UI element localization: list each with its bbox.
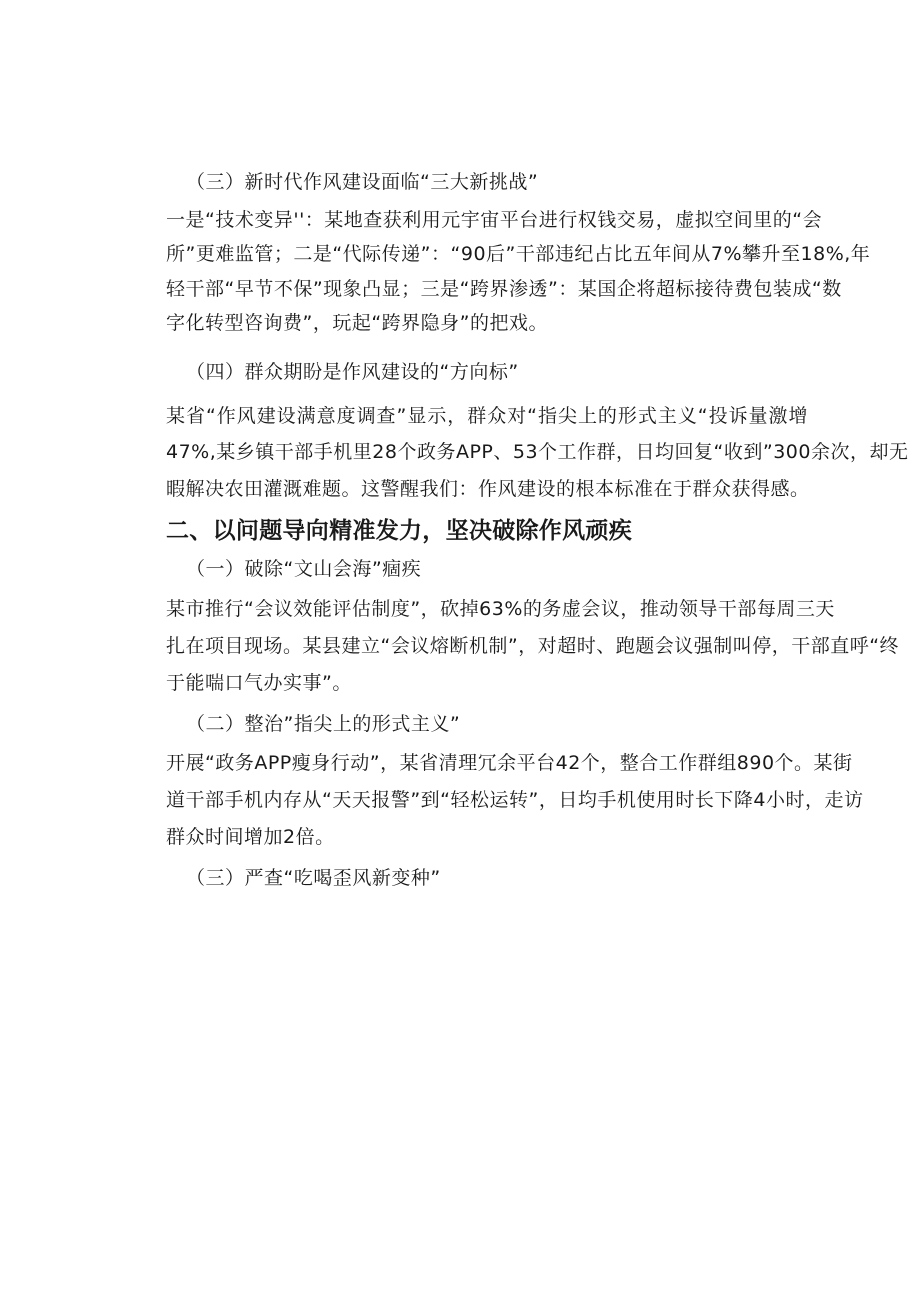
paragraph-line: 所”更难监管；二是“代际传递”：“90后”干部违纪占比五年间从7%攀升至18%,年 <box>166 243 871 265</box>
paragraph-line: 47%,某乡镇干部手机里28个政务APP、53个工作群，日均回复“收到”300余次，却无 <box>166 441 909 463</box>
paragraph-line: 字化转型咨询费”，玩起“跨界隐身”的把戏。 <box>166 312 549 334</box>
subheading-dining-variants: （三）严查“吃喝歪风新变种” <box>186 867 441 889</box>
subheading-new-era-challenges: （三）新时代作风建设面临“三大新挑战” <box>186 171 539 193</box>
paragraph-line: 轻干部“早节不保”现象凸显；三是“跨界渗透”：某国企将超标接待费包装成“数 <box>166 278 842 300</box>
paragraph-line: 群众时间增加2倍。 <box>166 826 335 848</box>
paragraph-line: 某市推行“会议效能评估制度”，砍掉63%的务虚会议，推动领导干部每周三天 <box>166 598 835 620</box>
paragraph-line: 开展“政务APP瘦身行动”，某省清理冗余平台42个，整合工作群组890个。某街 <box>166 752 853 774</box>
paragraph-line: 暇解决农田灌溉难题。这警醒我们：作风建设的根本标准在于群众获得感。 <box>166 478 810 500</box>
subheading-public-expectations: （四）群众期盼是作风建设的“方向标” <box>186 361 519 383</box>
paragraph-line: 于能喘口气办实事”。 <box>166 672 352 694</box>
paragraph-line: 一是“技术变异''：某地查获利用元宇宙平台进行权钱交易，虚拟空间里的“会 <box>166 209 823 231</box>
paragraph-line: 某省“作风建设满意度调查”显示，群众对“指尖上的形式主义“投诉量激增 <box>166 405 808 427</box>
section-heading-2: 二、以问题导向精准发力，坚决破除作风顽疾 <box>166 518 632 544</box>
paragraph-line: 扎在项目现场。某县建立“会议熔断机制”，对超时、跑题会议强制叫停，干部直呼“终 <box>166 635 900 657</box>
subheading-meetings-documents: （一）破除“文山会海”痼疾 <box>186 558 422 580</box>
paragraph-line: 道干部手机内存从“天天报警”到“轻松运转”，日均手机使用时长下降4小时，走访 <box>166 789 864 811</box>
subheading-fingertip-formalism: （二）整治”指尖上的形式主义” <box>186 713 461 735</box>
